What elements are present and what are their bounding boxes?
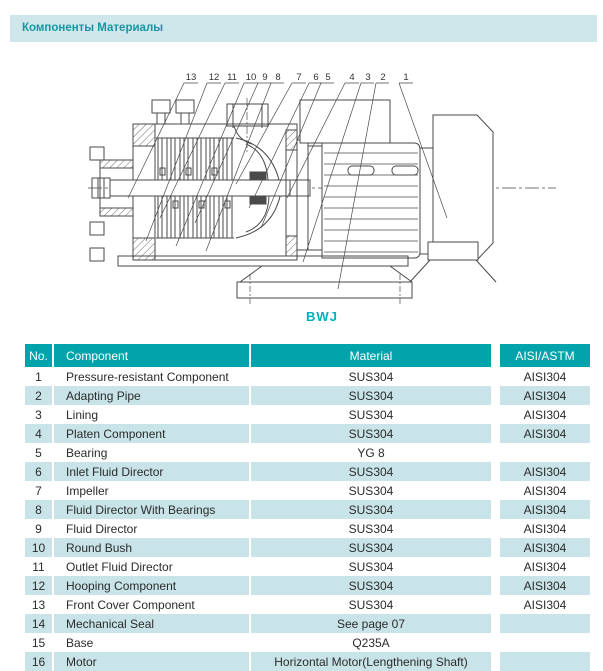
cell-no: 3 [25, 405, 54, 424]
table-row [25, 481, 590, 500]
pump-cross-section-svg [0, 58, 603, 308]
table-row [25, 424, 590, 443]
cell-material: SUS304 [251, 405, 491, 424]
cell-no: 15 [25, 633, 54, 652]
cell-aisi [500, 633, 590, 652]
callout-1: 1 [403, 72, 409, 83]
cell-aisi: AISI304 [500, 462, 590, 481]
section-banner [10, 15, 597, 42]
cell-component: Fluid Director With Bearings [54, 500, 251, 519]
cell-gap [491, 519, 500, 538]
cell-material: SUS304 [251, 538, 491, 557]
cell-gap [491, 443, 500, 462]
cell-component: Round Bush [54, 538, 251, 557]
cell-aisi: AISI304 [500, 481, 590, 500]
cell-material: SUS304 [251, 481, 491, 500]
cell-aisi [500, 614, 590, 633]
table-row [25, 633, 590, 652]
callout-8: 8 [275, 72, 281, 83]
table-row [25, 538, 590, 557]
cell-component: Front Cover Component [54, 595, 251, 614]
cell-component: Bearing [54, 443, 251, 462]
header-material: Material [251, 344, 491, 367]
cell-aisi: AISI304 [500, 367, 590, 386]
motor-foot [428, 242, 478, 260]
cell-material: SUS304 [251, 424, 491, 443]
cell-gap [491, 500, 500, 519]
cell-gap [491, 424, 500, 443]
cell-aisi: AISI304 [500, 519, 590, 538]
cell-no: 7 [25, 481, 54, 500]
callout-9: 9 [262, 72, 268, 83]
cell-no: 6 [25, 462, 54, 481]
cell-aisi: AISI304 [500, 500, 590, 519]
cell-material: SUS304 [251, 557, 491, 576]
cell-gap [491, 633, 500, 652]
header-aisi-astm: AISI/ASTM [500, 344, 590, 367]
cell-component: Inlet Fluid Director [54, 462, 251, 481]
cell-material: SUS304 [251, 462, 491, 481]
cell-aisi: AISI304 [500, 557, 590, 576]
cell-no: 2 [25, 386, 54, 405]
cell-material: Q235A [251, 633, 491, 652]
cell-gap [491, 386, 500, 405]
cell-gap [491, 367, 500, 386]
base-plate [237, 282, 412, 298]
table-row [25, 386, 590, 405]
materials-table [25, 344, 590, 671]
cell-component: Pressure-resistant Component [54, 367, 251, 386]
header-no: No. [25, 344, 54, 367]
cell-component: Outlet Fluid Director [54, 557, 251, 576]
cell-gap [491, 481, 500, 500]
callout-3: 3 [365, 72, 371, 83]
cell-gap [491, 462, 500, 481]
callout-6: 6 [313, 72, 319, 83]
cell-aisi: AISI304 [500, 538, 590, 557]
cell-gap [491, 595, 500, 614]
cell-no: 9 [25, 519, 54, 538]
cell-gap [491, 405, 500, 424]
table-row [25, 367, 590, 386]
header-component: Component [54, 344, 251, 367]
motor [300, 100, 433, 258]
base-assembly [118, 256, 496, 304]
cell-material: SUS304 [251, 367, 491, 386]
callout-2: 2 [380, 72, 386, 83]
tie-bolts [152, 100, 194, 124]
cell-component: Mechanical Seal [54, 614, 251, 633]
callout-10: 10 [245, 72, 257, 83]
cell-no: 11 [25, 557, 54, 576]
cell-no: 5 [25, 443, 54, 462]
cell-aisi [500, 443, 590, 462]
table-row [25, 519, 590, 538]
cell-material: See page 07 [251, 614, 491, 633]
cell-no: 16 [25, 652, 54, 671]
cell-component: Impeller [54, 481, 251, 500]
callout-11: 11 [227, 72, 237, 83]
page-title: Компоненты Материалы [22, 22, 164, 34]
table-row [25, 595, 590, 614]
cell-aisi: AISI304 [500, 386, 590, 405]
callout-7: 7 [296, 72, 302, 83]
cell-material: SUS304 [251, 576, 491, 595]
table-row [25, 462, 590, 481]
cell-material: SUS304 [251, 500, 491, 519]
terminal-box [300, 100, 390, 143]
cell-aisi [500, 652, 590, 671]
cell-component: Lining [54, 405, 251, 424]
table-row [25, 405, 590, 424]
cell-no: 12 [25, 576, 54, 595]
cell-gap [491, 538, 500, 557]
table-row [25, 557, 590, 576]
cell-component: Base [54, 633, 251, 652]
callout-13: 13 [185, 72, 197, 83]
table-row [25, 614, 590, 633]
cell-component: Fluid Director [54, 519, 251, 538]
cell-gap [491, 652, 500, 671]
cell-no: 13 [25, 595, 54, 614]
cell-material: SUS304 [251, 386, 491, 405]
cell-component: Platen Component [54, 424, 251, 443]
table-body [25, 367, 590, 671]
fan-cover [428, 115, 493, 260]
cell-aisi: AISI304 [500, 576, 590, 595]
model-label: BWJ [306, 309, 338, 324]
callout-numbers [186, 72, 409, 83]
cell-component: Hooping Component [54, 576, 251, 595]
cell-material: Horizontal Motor(Lengthening Shaft) [251, 652, 491, 671]
cell-component: Adapting Pipe [54, 386, 251, 405]
cell-gap [491, 614, 500, 633]
cell-material: SUS304 [251, 519, 491, 538]
cell-aisi: AISI304 [500, 405, 590, 424]
table-row [25, 443, 590, 462]
table-row [25, 500, 590, 519]
callout-5: 5 [325, 72, 331, 83]
cell-component: Motor [54, 652, 251, 671]
cell-material: SUS304 [251, 595, 491, 614]
motor-end-ring [420, 148, 433, 254]
cell-no: 4 [25, 424, 54, 443]
cell-no: 14 [25, 614, 54, 633]
cell-no: 1 [25, 367, 54, 386]
pump-technical-drawing [0, 58, 603, 308]
cell-gap [491, 557, 500, 576]
cell-no: 8 [25, 500, 54, 519]
table-header [25, 344, 590, 367]
table-row [25, 576, 590, 595]
table-row [25, 652, 590, 671]
cell-aisi: AISI304 [500, 424, 590, 443]
header-gap [491, 344, 500, 367]
callout-12: 12 [208, 72, 220, 83]
cell-gap [491, 576, 500, 595]
cell-aisi: AISI304 [500, 595, 590, 614]
cell-no: 10 [25, 538, 54, 557]
callout-4: 4 [349, 72, 355, 83]
cell-material: YG 8 [251, 443, 491, 462]
